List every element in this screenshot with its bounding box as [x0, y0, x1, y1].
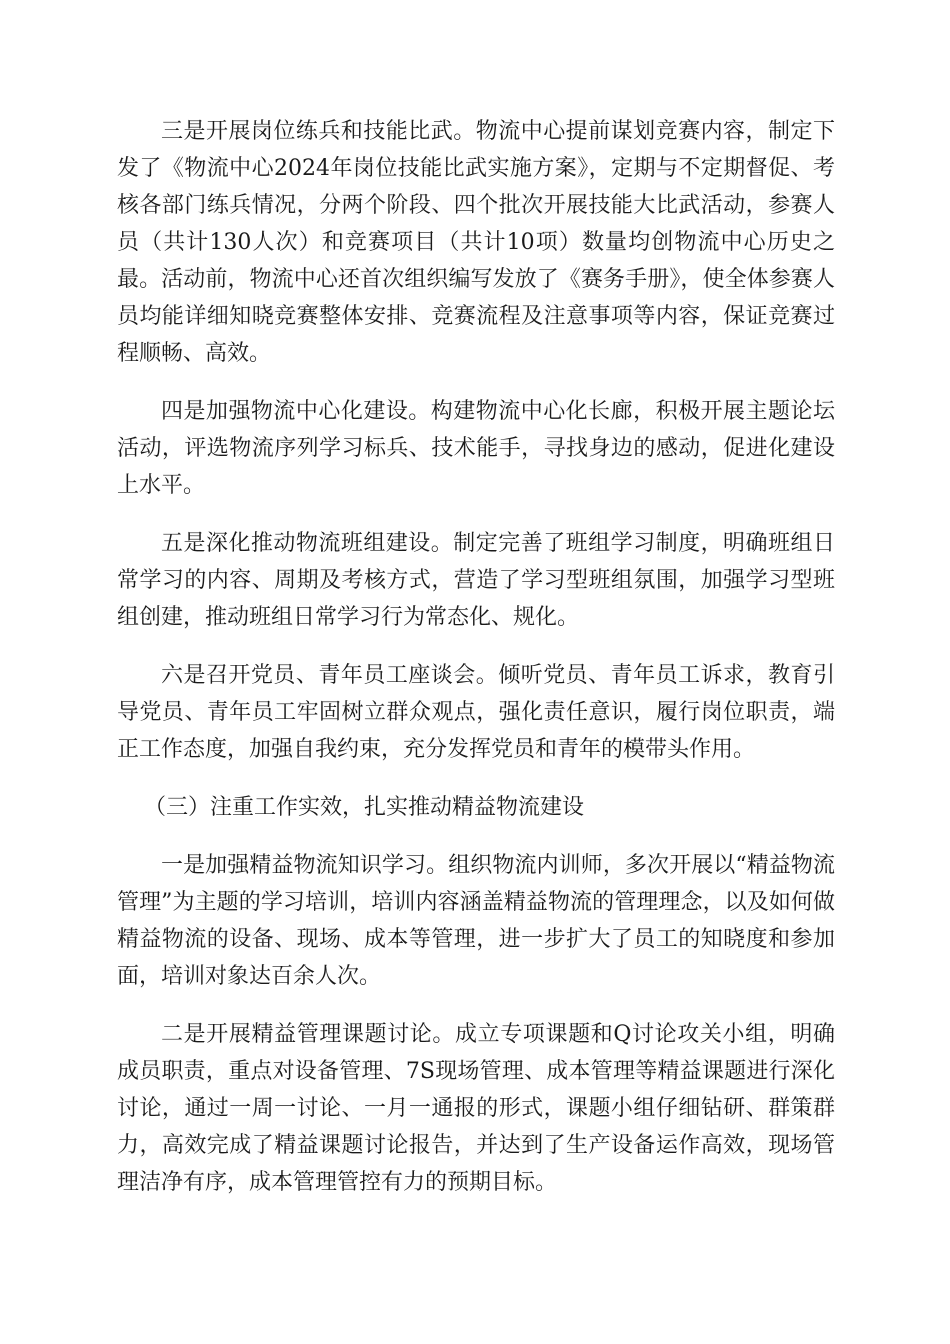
paragraph-team-building: 五是深化推动物流班组建设。制定完善了班组学习制度，明确班组日常学习的内容、周期及考核方式，营造了学习型班组氛围，加强学习型班组创建，推动班组日常学习行为常态化、规化。	[117, 531, 835, 630]
paragraph-lean-discussion: 二是开展精益管理课题讨论。成立专项课题和Q讨论攻关小组，明确成员职责，重点对设备管理、7S现场管理、成本管理等精益课题进行深化讨论，通过一周一讨论、一月一通报的形式，课题小组仔细钻研、群策群力，高效完成了精益课题讨论报告，并达到了生产设备运作高效，现场管理洁净有序，成本管理管控有力的预期目标。	[117, 1022, 835, 1195]
document-body	[117, 113, 835, 1222]
section-heading: （三）注重工作实效，扎实推动精益物流建设	[144, 795, 585, 820]
paragraph-symposium: 六是召开党员、青年员工座谈会。倾听党员、青年员工诉求，教育引导党员、青年员工牢固树立群众观点，强化责任意识，履行岗位职责，端正工作态度，加强自我约束，充分发挥党员和青年的模带头作用。	[117, 663, 835, 762]
paragraph-center-culture: 四是加强物流中心化建设。构建物流中心化长廊，积极开展主题论坛活动，评选物流序列学习标兵、技术能手，寻找身边的感动，促进化建设上水平。	[117, 399, 835, 498]
paragraph-lean-learning: 一是加强精益物流知识学习。组织物流内训师，多次开展以“精益物流管理”为主题的学习培训，培训内容涵盖精益物流的管理理念，以及如何做精益物流的设备、现场、成本等管理，进一步扩大了员工的知晓度和参加面，培训对象达百余人次。	[117, 853, 835, 989]
paragraph-skill-competition: 三是开展岗位练兵和技能比武。物流中心提前谋划竞赛内容，制定下发了《物流中心2024年岗位技能比武实施方案》，定期与不定期督促、考核各部门练兵情况，分两个阶段、四个批次开展技能大比武活动，参赛人员（共计130人次）和竞赛项目（共计10项）数量均创物流中心历史之最。活动前，物流中心还首次组织编写发放了《赛务手册》，使全体参赛人员均能详细知晓竞赛整体安排、竞赛流程及注意事项等内容，保证竞赛过程顺畅、高效。	[117, 119, 835, 366]
